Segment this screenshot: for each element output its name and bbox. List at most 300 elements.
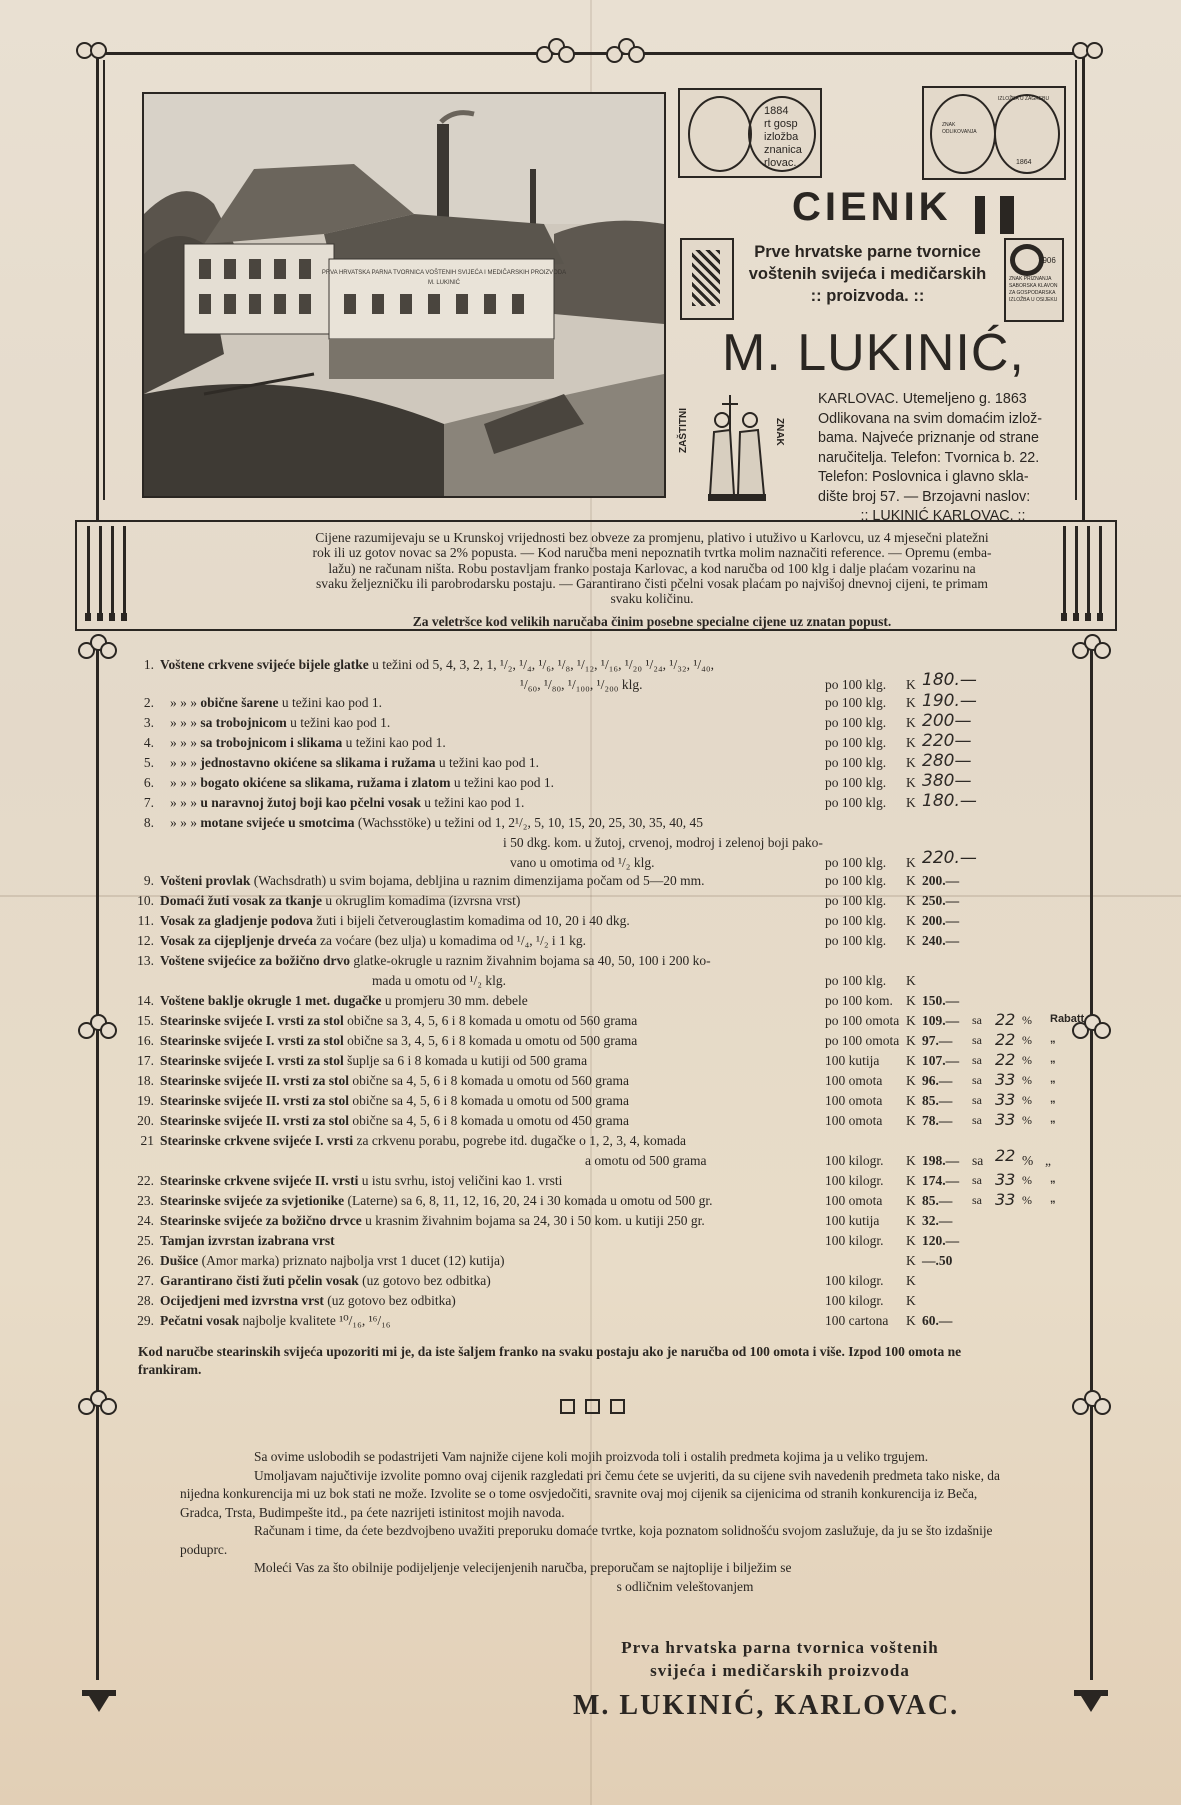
item-number: 18. [137,1073,154,1088]
item-name: u naravnoj žutoj boji kao pčelni vosak [200,795,421,810]
currency-label: K [906,993,916,1008]
item-detail: (Wachsdrath) u svim bojama, debljina u raznim dimenzijama počam od 5—20 mm. [250,873,705,888]
item-unit: 100 omota [825,1093,883,1108]
price-row-14 [130,993,1010,1013]
item-number: 21 [140,1133,154,1148]
item-number: 15. [137,1013,154,1028]
price-row-6 [130,771,1010,795]
ditto-marks: » » » [170,735,201,750]
item-number: 24. [137,1213,154,1228]
saints-trademark-icon [700,390,770,505]
item-description [160,1273,491,1289]
ditto-marks: » » » [170,775,201,790]
ornament-left-1-icon [78,634,116,662]
frame-left-rail-bottom [96,650,99,1680]
currency-label: K [906,715,916,730]
item-detail: u težini kao pod 1. [286,715,391,730]
company-address: KARLOVAC. Utemeljeno g. 1863 Odlikovana na svim domaćim izlož- bama. Najveće priznanje od strane naručitelja. Telefon: Tvornica b. 22. Telefon: Poslovnica i glavno skla- dište broj 57. — Brzojavni naslov: :: LUKINIĆ KARLOVAC. :: [818,391,1043,524]
rabat-prefix: sa [972,1053,982,1067]
currency-label: K [906,873,916,888]
item1-unit: po 100 klg. [825,677,887,692]
item-detail: obične sa 4, 5, 6 i 8 komada u omotu od 500 grama [348,1093,630,1108]
medal2-year: 1864 [1016,159,1032,166]
price-row-27 [130,1273,1010,1293]
handwritten-rabat: 33 [995,1170,1016,1189]
item-number: 20. [137,1113,154,1128]
item-name: jednostavno okićene sa slikama i ružama [200,755,436,770]
price-row-4 [130,731,1010,755]
item-description [160,1293,456,1309]
currency-label: K [906,933,916,948]
item-name: Stearinske svijeće I. vrsti za stol [160,1013,344,1028]
currency-label: K [906,1053,916,1068]
currency-label: K [906,1033,916,1048]
item-number: 17. [137,1053,154,1068]
handwritten-rabat: 33 [995,1070,1016,1089]
item-detail: (Amor marka) priznato najbolja vrst 1 ducet (12) kutija) [198,1253,505,1268]
handwritten-rabat: 22 [995,1030,1016,1049]
item-unit: po 100 klg. [825,755,887,770]
item-unit: 100 kilogr. [825,1173,884,1188]
signature-name: M. LUKINIĆ, KARLOVAC. [573,1690,960,1721]
item-detail: u težini kao pod 1. [450,775,554,790]
rabat-prefix: sa [972,1013,982,1027]
price-row-22 [130,1170,1056,1193]
item-unit: 100 kutija [825,1053,880,1068]
price-row-11 [130,913,1010,933]
item-detail: obične sa 4, 5, 6 i 8 komada u omotu od 560 grama [348,1073,630,1088]
item13-continuation: mada u omotu od ¹/₂ klg. [372,973,506,988]
rabat-prefix: sa [972,1073,982,1087]
currency-label: K [906,1013,916,1028]
item-description [160,1213,705,1229]
title-mark-icon [975,196,985,234]
trademark-label-left: ZAŠTITNI [678,408,689,453]
item21-handwritten-rabat: 22 [995,1146,1016,1165]
item-name: Stearinske crkvene svijeće I. vrsti [160,1133,354,1148]
section-divider-icon [560,1399,635,1419]
item21-unit: 100 kilogr. [825,1153,884,1168]
currency-label: K [906,755,916,770]
ditto-comma: „ [1050,1193,1056,1205]
item-price: 78.— [922,1113,953,1128]
item-detail: u težini kao pod 1. [278,695,382,710]
ditto-marks: » » » [170,755,201,770]
percent-sign: % [1022,1193,1032,1207]
item-name: Vošteni provlak [160,873,251,888]
item-description [160,933,586,949]
item-name: sa trobojnicom [200,715,287,730]
item-number: 26. [137,1253,154,1268]
item21-price: 198.— [922,1153,960,1168]
item-price: 250.— [922,893,960,908]
price-row-29 [130,1313,1010,1333]
item-price: 85.— [922,1093,953,1108]
item-detail: obične sa 3, 4, 5, 6 i 8 komada u omotu od 500 grama [343,1033,638,1048]
item-unit: po 100 klg. [825,873,887,888]
currency-label: K [906,1093,916,1108]
ornament-corner-tr-icon [1072,36,1110,64]
rabat-prefix: sa [972,1193,982,1207]
medal2-text-left: ZNAK ODLIKOVANJA [942,122,977,135]
item-price: 32.— [922,1213,953,1228]
item-detail: za crkvenu porabu, pogrebe itd. dugačke o 1, 2, 3, 4, komada [353,1133,686,1148]
item-price: 174.— [922,1173,960,1188]
frame-left-rail-top [96,52,99,522]
item-unit: 100 omota [825,1073,883,1088]
currency-label: K [906,795,916,810]
item-name: bogato okićene sa slikama, ružama i zlatom [200,775,451,790]
item-number: 4. [143,735,154,750]
factory-engraving [142,92,666,498]
handwritten-rabat: 33 [995,1090,1016,1109]
item21-rabat-prefix: sa [972,1153,984,1168]
company-name: M. LUKINIĆ, [722,324,1025,382]
terms-text: Cijene razumijevaju se u Krunskoj vrijednosti bez obveze za promjenu, plativo i utuživo u Karlovcu, uz 4 mjesečni platežni rok ili uz gotov novac sa 2% popusta. — Kod naručba meni nepoznatih tvrtka molim naznačiti reference. — Opremu (emba- lažu) ne računam ništa. Robu postavljam franko postaja Karlovac, a kod naručba od 100 klg i dalje plaćam vozarinu na svaku željezničku ili parobrodarsku postaju. — Garantirano čisti pčelni vosak plaćam po najvišoj dnevnoj cijeni, te primam svaku količinu. [312,530,992,607]
item-description [160,735,446,751]
item-name: Stearinske svijeće I. vrsti za stol [160,1033,344,1048]
medal2-text-right: IZLOŽBA U ZAGREBU [998,96,1050,102]
rabatt-label: Rabatt [1050,1013,1085,1025]
item-number: 23. [137,1193,154,1208]
ornament-top-left-icon [536,38,574,66]
currency-label: K [906,1233,916,1248]
item-number: 22. [137,1173,154,1188]
item-detail: žuti i bijeli četverouglastim komadima od 10, 20 i 40 dkg. [312,913,630,928]
item-detail: (uz gotovo bez odbitka) [358,1273,491,1288]
currency-label: K [906,1113,916,1128]
item-description [160,913,630,929]
closing-line: s odličnim veleštovanjem [616,1578,754,1594]
item-name: motane svijeće u smotcima [200,815,355,830]
title-mark-icon-2 [1000,196,1014,234]
item-name: Vosak za gladjenje podova [160,913,313,928]
percent-sign: % [1022,1053,1032,1067]
rabat-prefix: sa [972,1033,982,1047]
signature-company: Prva hrvatska parna tvornica voštenih svijeća i medičarskih proizvoda [621,1638,939,1680]
currency-label: K [906,1253,916,1268]
item-description [160,1253,505,1269]
item-name: Stearinske svijeće II. vrsti za stol [160,1073,349,1088]
item-unit: 100 omota [825,1193,883,1208]
item-unit: po 100 klg. [825,893,887,908]
item8-continuation-2: vano u omotima od ¹/₂ klg. [510,855,655,870]
item-number: 7. [143,795,154,810]
item-unit: po 100 klg. [825,933,887,948]
item-name: obične šarene [200,695,279,710]
item-name: Garantirano čisti žuti pčelin vosak [160,1273,359,1288]
item-number: 29. [137,1313,154,1328]
ornament-top-right-icon [606,38,644,66]
item-detail: u težini kao pod 1. [342,735,446,750]
price-row-18 [130,1070,1056,1093]
frame-right-rail-bottom [1090,650,1093,1680]
item-detail: obične sa 4, 5, 6 i 8 komada u omotu od 450 grama [348,1113,630,1128]
ditto-marks: » » » [170,695,201,710]
frame-endcap-right-icon [1074,1690,1108,1714]
item-unit: po 100 klg. [825,913,887,928]
item-detail: u okruglim komadima (izvrsna vrst) [322,893,521,908]
item-unit: po 100 klg. [825,775,887,790]
percent-sign: % [1022,1113,1032,1127]
handwritten-rabat: 22 [995,1010,1016,1029]
building-sign-name: M. LUKINIĆ [427,280,461,286]
item-description [160,873,704,889]
item-description [160,1053,587,1069]
item-detail: najbolje kvalitete ¹⁰/₁₆, ¹⁶/₁₆ [239,1313,391,1328]
item1-continuation: ¹/₆₀, ¹/₈₀, ¹/₁₀₀, ¹/₂₀₀ klg. [520,677,643,692]
medal1-text: 1884 rt gosp izložba znanica rlovac. [764,105,802,169]
exhibition-medal-zagreb [922,86,1066,180]
handwritten-price: 280— [922,751,972,771]
percent-sign: % [1022,1093,1032,1107]
item-name: sa trobojnicom i slikama [200,735,343,750]
item-price: 150.— [922,993,960,1008]
ditto-comma: „ [1050,1033,1056,1045]
item-description [160,893,520,909]
handwritten-rabat: 33 [995,1110,1016,1129]
price-row-8 [130,815,1010,835]
price-row-17 [130,1050,1056,1073]
ornament-corner-tl-icon [76,36,114,64]
item-description [160,695,382,711]
price-row-9 [130,873,1010,893]
item-price: 120.— [922,1233,960,1248]
item-number: 6. [143,775,154,790]
handwritten-rabat: 33 [995,1190,1016,1209]
item-name: Stearinske svijeće za božično drvce [160,1213,362,1228]
item-description [160,1133,686,1149]
currency-label: K [906,1073,916,1088]
item-unit: po 100 omota [825,1013,900,1028]
price-row-24 [130,1213,1010,1233]
item-price: 97.— [922,1033,953,1048]
item-name: Voštene crkvene svijeće bijele glatke [160,657,369,672]
currency-label: K [906,695,916,710]
item-number: 2. [143,695,154,710]
terms-box [75,520,1117,631]
item-number: 16. [137,1033,154,1048]
item-unit: 100 kilogr. [825,1293,884,1308]
price-row-23 [130,1190,1056,1213]
medal3-text: ZNAK PRIZNANJA SABORSKA KLAVON ZA GOSPODARSKA IZLOŽBA U OSIJEKU [1009,276,1058,303]
item13-currency: K [906,973,916,988]
item8-currency: K [906,855,916,870]
percent-sign: % [1022,1033,1032,1047]
handwritten-price: 190.— [922,691,977,711]
item-price: 60.— [922,1313,953,1328]
item-description [160,1033,637,1049]
item8-continuation-1: i 50 dkg. kom. u žutoj, crvenoj, modroj i zelenoj boji pako- [503,835,823,850]
item-price: 240.— [922,933,960,948]
item-name: Stearinske svijeće za svjetionike [160,1193,345,1208]
item1-handwritten-price: 180.— [922,670,977,690]
beekeeper-emblem-icon [680,238,734,320]
item-name: Pečatni vosak [160,1313,240,1328]
price-row-3 [130,711,1010,735]
price-row-1 [130,657,1010,677]
percent-sign: % [1022,1173,1032,1187]
item-number: 28. [137,1293,154,1308]
item-name: Stearinske svijeće I. vrsti za stol [160,1053,344,1068]
item8-unit: po 100 klg. [825,855,887,870]
item-unit: po 100 klg. [825,695,887,710]
frame-left-rail-inner [103,60,105,500]
price-row-2 [130,691,1010,715]
currency-label: K [906,893,916,908]
item-unit: 100 kilogr. [825,1233,884,1248]
item-price: 200.— [922,873,960,888]
ornament-right-1-icon [1072,634,1110,662]
item-description [160,1013,637,1029]
item-detail: u težini kao pod 1. [420,795,525,810]
rabat-prefix: sa [972,1113,982,1127]
item-number: 5. [143,755,154,770]
item-unit: 100 kilogr. [825,1273,884,1288]
item-detail: za voćare (bez ulja) u komadima od ¹/₄, ¹/₂ i 1 kg. [316,933,587,948]
item13-unit: po 100 klg. [825,973,887,988]
item-description [160,755,539,771]
currency-label: K [906,775,916,790]
item-number: 12. [137,933,154,948]
item-number: 11. [137,913,154,928]
item-unit: po 100 klg. [825,795,887,810]
cover-letter: Sa ovime uslobodih se podastrijeti Vam najniže cijene koli mojih proizvoda toli i ostalih predmeta kojima ja u veliko trgujem. Umoljavam najučtivije izvolite pomno ovaj cijenik razgledati pri čemu ćete se uvjeriti, da su cijene svih navedenih predmeta tako niske, da nijedna konkurencija mi uz bok stati ne može. Izvolite se o tome osvjedočiti, sravnite ovaj moj cijenik sa cijenicima od stranih konkurencija iz Beča, Gradca, Trsta, Budimpešte itd., pa ćete nazrijeti istinitost mojih navoda. Računam i time, da ćete bezdvojbeno uvažiti preporuku domaće tvrtke, koja poznatom solidnošću svojom zaslužuje, da ju se što izdašnije poduprc. Moleći Vas za što obilnije podijeljenje velecijenjenih naručba, preporučam se najtoplije i bilježim se s odličnim veleštovanjem [180,1448,1010,1596]
item-name: Stearinske svijeće II. vrsti za stol [160,1093,349,1108]
item-detail: glatke-okrugle u raznim živahnim bojama sa 40, 50, 100 i 200 ko- [349,953,711,968]
item-name: Dušice [160,1253,199,1268]
frame-right-rail-inner [1075,60,1077,500]
item-number: 13. [137,953,154,968]
percent-sign: % [1022,1013,1032,1027]
item-unit: po 100 klg. [825,715,887,730]
ornament-right-3-icon [1072,1390,1110,1418]
item-detail: u težini od 5, 4, 3, 2, 1, ¹/₂, ¹/₄, ¹/₆, ¹/₈, ¹/₁₂, ¹/₁₆, ¹/₂₀ ¹/₂₄, ¹/₃₂, ¹/₄₀, [368,657,714,672]
item-unit: po 100 kom. [825,993,893,1008]
currency-label: K [906,1173,916,1188]
exhibition-medal-1884 [678,88,822,178]
currency-label: K [906,1213,916,1228]
price-row-26 [130,1253,1010,1273]
ditto-comma: „ [1050,1113,1056,1125]
stearin-note: Kod naručbe stearinskih svijeća upozoriti mi je, da iste šaljem franko na svaku postaju ako je naručba od 100 omota i više. Izpod 100 omota ne frankiram. [138,1344,962,1377]
price-row-10 [130,893,1010,913]
price-row-5 [130,751,1010,775]
item-name: Vosak za cijepljenje drveća [160,933,317,948]
item-description [160,993,528,1009]
item-name: Stearinske crkvene svijeće II. vrsti [160,1173,359,1188]
building-sign: PRVA HRVATSKA PARNA TVORNICA VOŠTENIH SVIJEĆA I MEDIČARSKIH PROIZVODA [321,270,567,276]
item-detail: šuplje sa 6 i 8 komada u kutiji od 500 grama [343,1053,588,1068]
ditto-marks: » » » [170,715,201,730]
ditto-comma: „ [1050,1053,1056,1065]
item-name: Stearinske svijeće II. vrsti za stol [160,1113,349,1128]
item-price: 200.— [922,913,960,928]
item-unit: 100 kutija [825,1213,880,1228]
medal3-year: 1906 [1038,256,1056,265]
item-detail: u istu svrhu, istoj veličini kao 1. vrsti [358,1173,563,1188]
item-price: 107.— [922,1053,960,1068]
item-detail: obične sa 3, 4, 5, 6 i 8 komada u omotu od 560 grama [343,1013,638,1028]
factory-illustration [144,94,664,496]
ditto-comma: „ [1050,1093,1056,1105]
price-row-25 [130,1233,1010,1253]
percent-sign: % [1022,1073,1032,1087]
page-title: CIENIK [792,185,952,229]
item-number: 19. [137,1093,154,1108]
price-row-21 [130,1133,1010,1153]
item21-currency: K [906,1153,916,1168]
item1-currency: K [906,677,916,692]
item-number: 3. [143,715,154,730]
handwritten-price: 180.— [922,791,977,811]
item-number: 1. [143,657,154,672]
item21-ditto-comma: „ [1045,1153,1051,1168]
frame-right-rail-top [1082,52,1085,522]
item-detail: (Wachsstöke) u težini od 1, 2¹/₂, 5, 10, 15, 20, 25, 30, 35, 40, 45 [354,815,703,830]
handwritten-price: 200— [922,711,972,731]
item-unit: po 100 omota [825,1033,900,1048]
item-detail: (uz gotovo bez odbitka) [323,1293,456,1308]
item-number: 10. [137,893,154,908]
item-name: Voštene svijećice za božično drvo [160,953,350,968]
frame-endcap-left-icon [82,1690,116,1714]
item21-continuation: a omotu od 500 grama [585,1153,707,1168]
trademark-label-right: ZNAK [774,418,785,446]
price-row-13 [130,953,1010,973]
item-price: 85.— [922,1193,953,1208]
price-row-19 [130,1090,1056,1113]
item-description [160,657,714,673]
price-row-20 [130,1110,1056,1133]
item-name: Tamjan izvrstan izabrana vrst [160,1233,335,1248]
item-detail: u promjeru 30 mm. debele [381,993,528,1008]
item-description [160,815,703,831]
currency-label: K [906,913,916,928]
price-row-12 [130,933,1010,953]
item21-percent: % [1022,1153,1034,1168]
ditto-marks: » » » [170,815,201,830]
handwritten-price: 220— [922,731,972,751]
item-number: 27. [137,1273,154,1288]
item-price: 109.— [922,1013,960,1028]
item-unit: 100 omota [825,1113,883,1128]
item-price: 96.— [922,1073,953,1088]
company-subtitle: Prve hrvatske parne tvornice voštenih svijeća i medičarskih :: proizvoda. :: [748,243,987,305]
item8-handwritten-price: 220.— [922,848,977,868]
item-description [160,1073,629,1089]
item-name: Ocijedjeni med izvrstna vrst [160,1293,324,1308]
ditto-comma: „ [1050,1173,1056,1185]
item-description [160,1193,713,1209]
item-number: 9. [143,873,154,888]
currency-label: K [906,1293,916,1308]
item-description [160,1093,629,1109]
terms-bars-left-icon [83,526,129,621]
currency-label: K [906,1193,916,1208]
item-description [160,775,554,791]
item-detail: u krasnim živahnim bojama sa 24, 30 i 50 kom. u kutiji 250 gr. [361,1213,705,1228]
currency-label: K [906,1273,916,1288]
item-unit: 100 cartona [825,1313,889,1328]
currency-label: K [906,1313,916,1328]
currency-label: K [906,735,916,750]
wholesale-notice: Za veletršce kod velikih naručaba činim posebne specialne cijene uz znatan popust. [412,614,892,629]
item-unit: po 100 klg. [825,735,887,750]
item-number: 25. [137,1233,154,1248]
item-description [160,1173,562,1189]
item-detail: u težini kao pod 1. [435,755,539,770]
